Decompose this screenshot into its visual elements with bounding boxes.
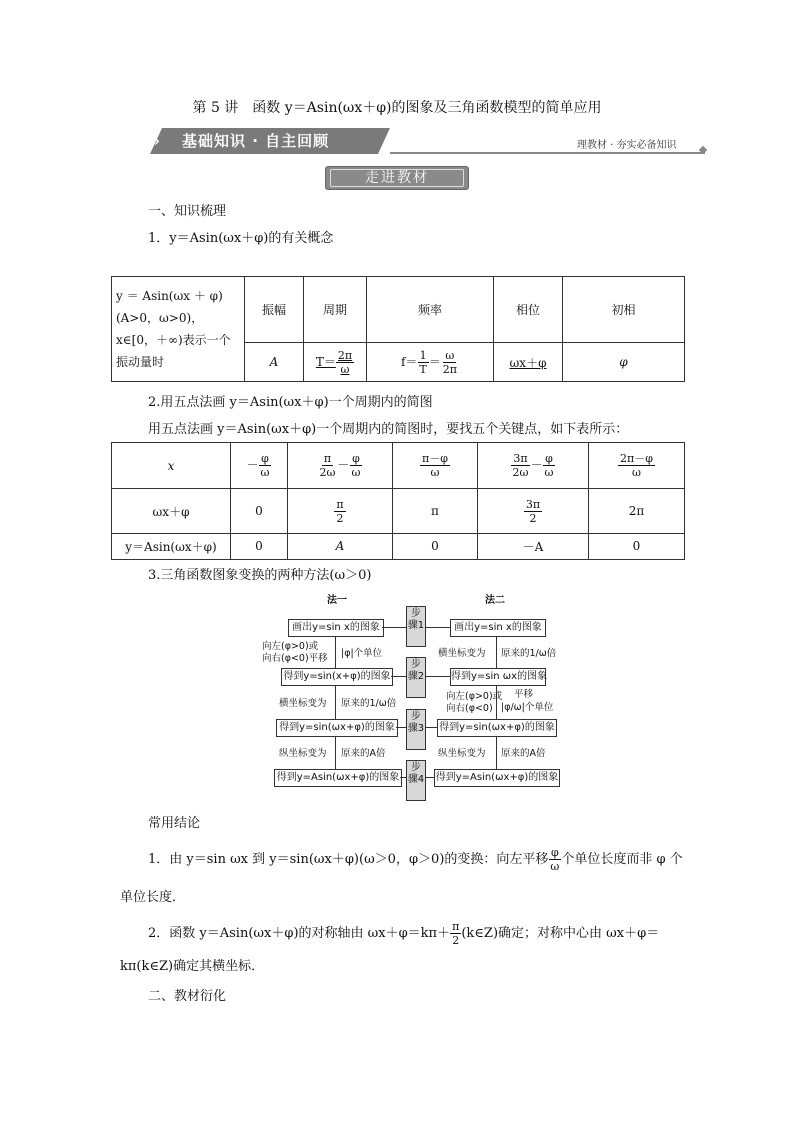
- left-op-scale-y-a: 纵坐标变为: [279, 748, 327, 759]
- right-op-shift-d: |φ/ω|个单位: [501, 702, 554, 713]
- phase-cell-3: π: [393, 489, 478, 533]
- header-phase: 相位: [494, 277, 563, 343]
- x-cell-4: $\frac{3\pi}{2\omega}$ － $\frac{\varphi}{\omega}$: [478, 443, 589, 489]
- item-1-heading: 1．y＝Asin(ωx＋φ)的有关概念: [148, 231, 334, 246]
- header-amplitude: 振幅: [245, 277, 304, 343]
- arrow-down-icon: [496, 736, 497, 769]
- left-op-shift-b: 向右(φ<0)平移: [262, 653, 328, 664]
- cell-frequency: f＝ $\frac{1}{T}$ ＝ $\frac{\omega}{2\pi}$: [367, 343, 494, 382]
- banner-arrows-icon: »: [150, 131, 160, 150]
- step-2-box: 步骤2: [406, 657, 426, 698]
- x-cell-1: － $\frac{\varphi}{\omega}$: [231, 443, 288, 489]
- concept-lead-cell: y ＝ Asin(ωx ＋ φ)(A>0，ω>0)，x∈[0，＋∞)表示一个振动量时: [112, 277, 245, 382]
- left-op-shift-a: 向左(φ>0)或: [262, 641, 319, 652]
- x-cell-3: $\frac{\pi-\varphi}{\omega}$: [393, 443, 478, 489]
- header-period: 周期: [304, 277, 367, 343]
- cell-period: T＝ $\frac{2\pi}{\omega}$: [304, 343, 367, 382]
- cell-amplitude: A: [245, 343, 304, 382]
- phase-cell-5: 2π: [589, 489, 685, 533]
- step-4-box: 步骤4: [406, 760, 426, 801]
- method-1-label: 法一: [327, 595, 347, 606]
- arrow-down-icon: [335, 685, 336, 719]
- row-label-y: y＝Asin(ωx＋φ): [112, 533, 231, 559]
- method-2-label: 法二: [485, 595, 505, 606]
- step-1-box: 步骤1: [406, 606, 426, 647]
- header-frequency: 频率: [367, 277, 494, 343]
- concept-table: [111, 276, 685, 382]
- section-heading-1: 一、知识梳理: [148, 204, 227, 219]
- banner-divider: [390, 152, 705, 154]
- right-box-2: 得到y=sin ωx的图象: [450, 668, 546, 686]
- arrow-down-icon: [496, 636, 497, 668]
- right-box-3: 得到y=sin(ωx+φ)的图象: [437, 719, 557, 737]
- right-op-shift-b: 向右(φ<0): [446, 703, 493, 714]
- right-op-shift-a: 向左(φ>0)或: [446, 691, 503, 702]
- item-2-text: 用五点法画 y＝Asin(ωx＋φ)一个周期内的简图时，要找五个关键点，如下表所示：: [148, 422, 629, 437]
- right-op-scale-y-b: 原来的A倍: [501, 748, 546, 759]
- cell-initial-phase: φ: [563, 343, 685, 382]
- phase-cell-1: 0: [231, 489, 288, 533]
- section-heading-2: 二、教材衍化: [148, 989, 227, 1004]
- right-op-scale-y-a: 纵坐标变为: [438, 748, 486, 759]
- left-box-4: 得到y=Asin(ωx+φ)的图象: [274, 769, 402, 787]
- right-op-scale-x-b: 原来的1/ω倍: [501, 648, 557, 659]
- arrow-down-icon: [335, 736, 336, 769]
- item-3-heading: 3.三角函数图象变换的两种方法(ω＞0): [148, 568, 372, 583]
- left-op-scale-x-a: 横坐标变为: [279, 698, 327, 709]
- row-label-phase: ωx＋φ: [112, 489, 231, 533]
- item-2-heading: 2.用五点法画 y＝Asin(ωx＋φ)一个周期内的简图: [148, 395, 433, 410]
- header-initial-phase: 初相: [563, 277, 685, 343]
- section-tag: [325, 166, 469, 190]
- banner-left-label: 基础知识 · 自主回顾: [182, 132, 330, 150]
- x-cell-5: $\frac{2\pi-\varphi}{\omega}$: [589, 443, 685, 489]
- conclusion-1-cont: 单位长度．: [120, 890, 186, 905]
- five-point-table: [111, 442, 685, 560]
- cell-phase: ωx＋φ: [494, 343, 563, 382]
- y-cell-4: －A: [478, 533, 589, 559]
- conclusion-1: 1．由 y＝sin ωx 到 y＝sin(ωx＋φ)(ω＞0，φ＞0)的变换：向左平移 $\frac{\varphi}{\omega}$ 个单位长度而非 φ 个: [148, 846, 683, 873]
- row-label-x: x: [112, 443, 231, 489]
- left-op-scale-y-b: 原来的A倍: [341, 748, 386, 759]
- left-box-1: 画出y=sin x的图象: [288, 619, 384, 637]
- section-tag-label: 走进教材: [365, 170, 429, 186]
- phase-cell-4: $\frac{3\pi}{2}$: [478, 489, 589, 533]
- right-box-1: 画出y=sin x的图象: [450, 619, 546, 637]
- phase-cell-2: $\frac{\pi}{2}$: [288, 489, 393, 533]
- y-cell-2: A: [288, 533, 393, 559]
- conclusion-2-cont: kπ(k∈Z)确定其横坐标．: [120, 959, 265, 974]
- y-cell-1: 0: [231, 533, 288, 559]
- common-conclusions-heading: 常用结论: [148, 816, 201, 831]
- y-cell-5: 0: [589, 533, 685, 559]
- right-box-4: 得到y=Asin(ωx+φ)的图象: [434, 769, 560, 787]
- left-op-shift-c: |φ|个单位: [341, 648, 383, 659]
- right-op-shift-c: 平移: [514, 689, 534, 700]
- x-cell-2: $\frac{\pi}{2\omega}$ － $\frac{\varphi}{\omega}$: [288, 443, 393, 489]
- step-3-box: 步骤3: [406, 709, 426, 750]
- left-box-2: 得到y=sin(x+φ)的图象: [281, 668, 393, 686]
- arrow-down-icon: [335, 636, 336, 668]
- y-cell-3: 0: [393, 533, 478, 559]
- page-title: 第 5 讲 函数 y＝Asin(ωx＋φ)的图象及三角函数模型的简单应用: [192, 100, 602, 116]
- banner-right-label: 理教材 · 夯实必备知识: [577, 140, 677, 151]
- left-op-scale-x-b: 原来的1/ω倍: [341, 698, 397, 709]
- right-op-scale-x-a: 横坐标变为: [438, 648, 486, 659]
- conclusion-2: 2．函数 y＝Asin(ωx＋φ)的对称轴由 ωx＋φ＝kπ＋ $\frac{\pi}{2}$ (k∈Z)确定；对称中心由 ωx＋φ＝: [148, 920, 660, 947]
- left-box-3: 得到y=sin(ωx+φ)的图象: [276, 719, 398, 737]
